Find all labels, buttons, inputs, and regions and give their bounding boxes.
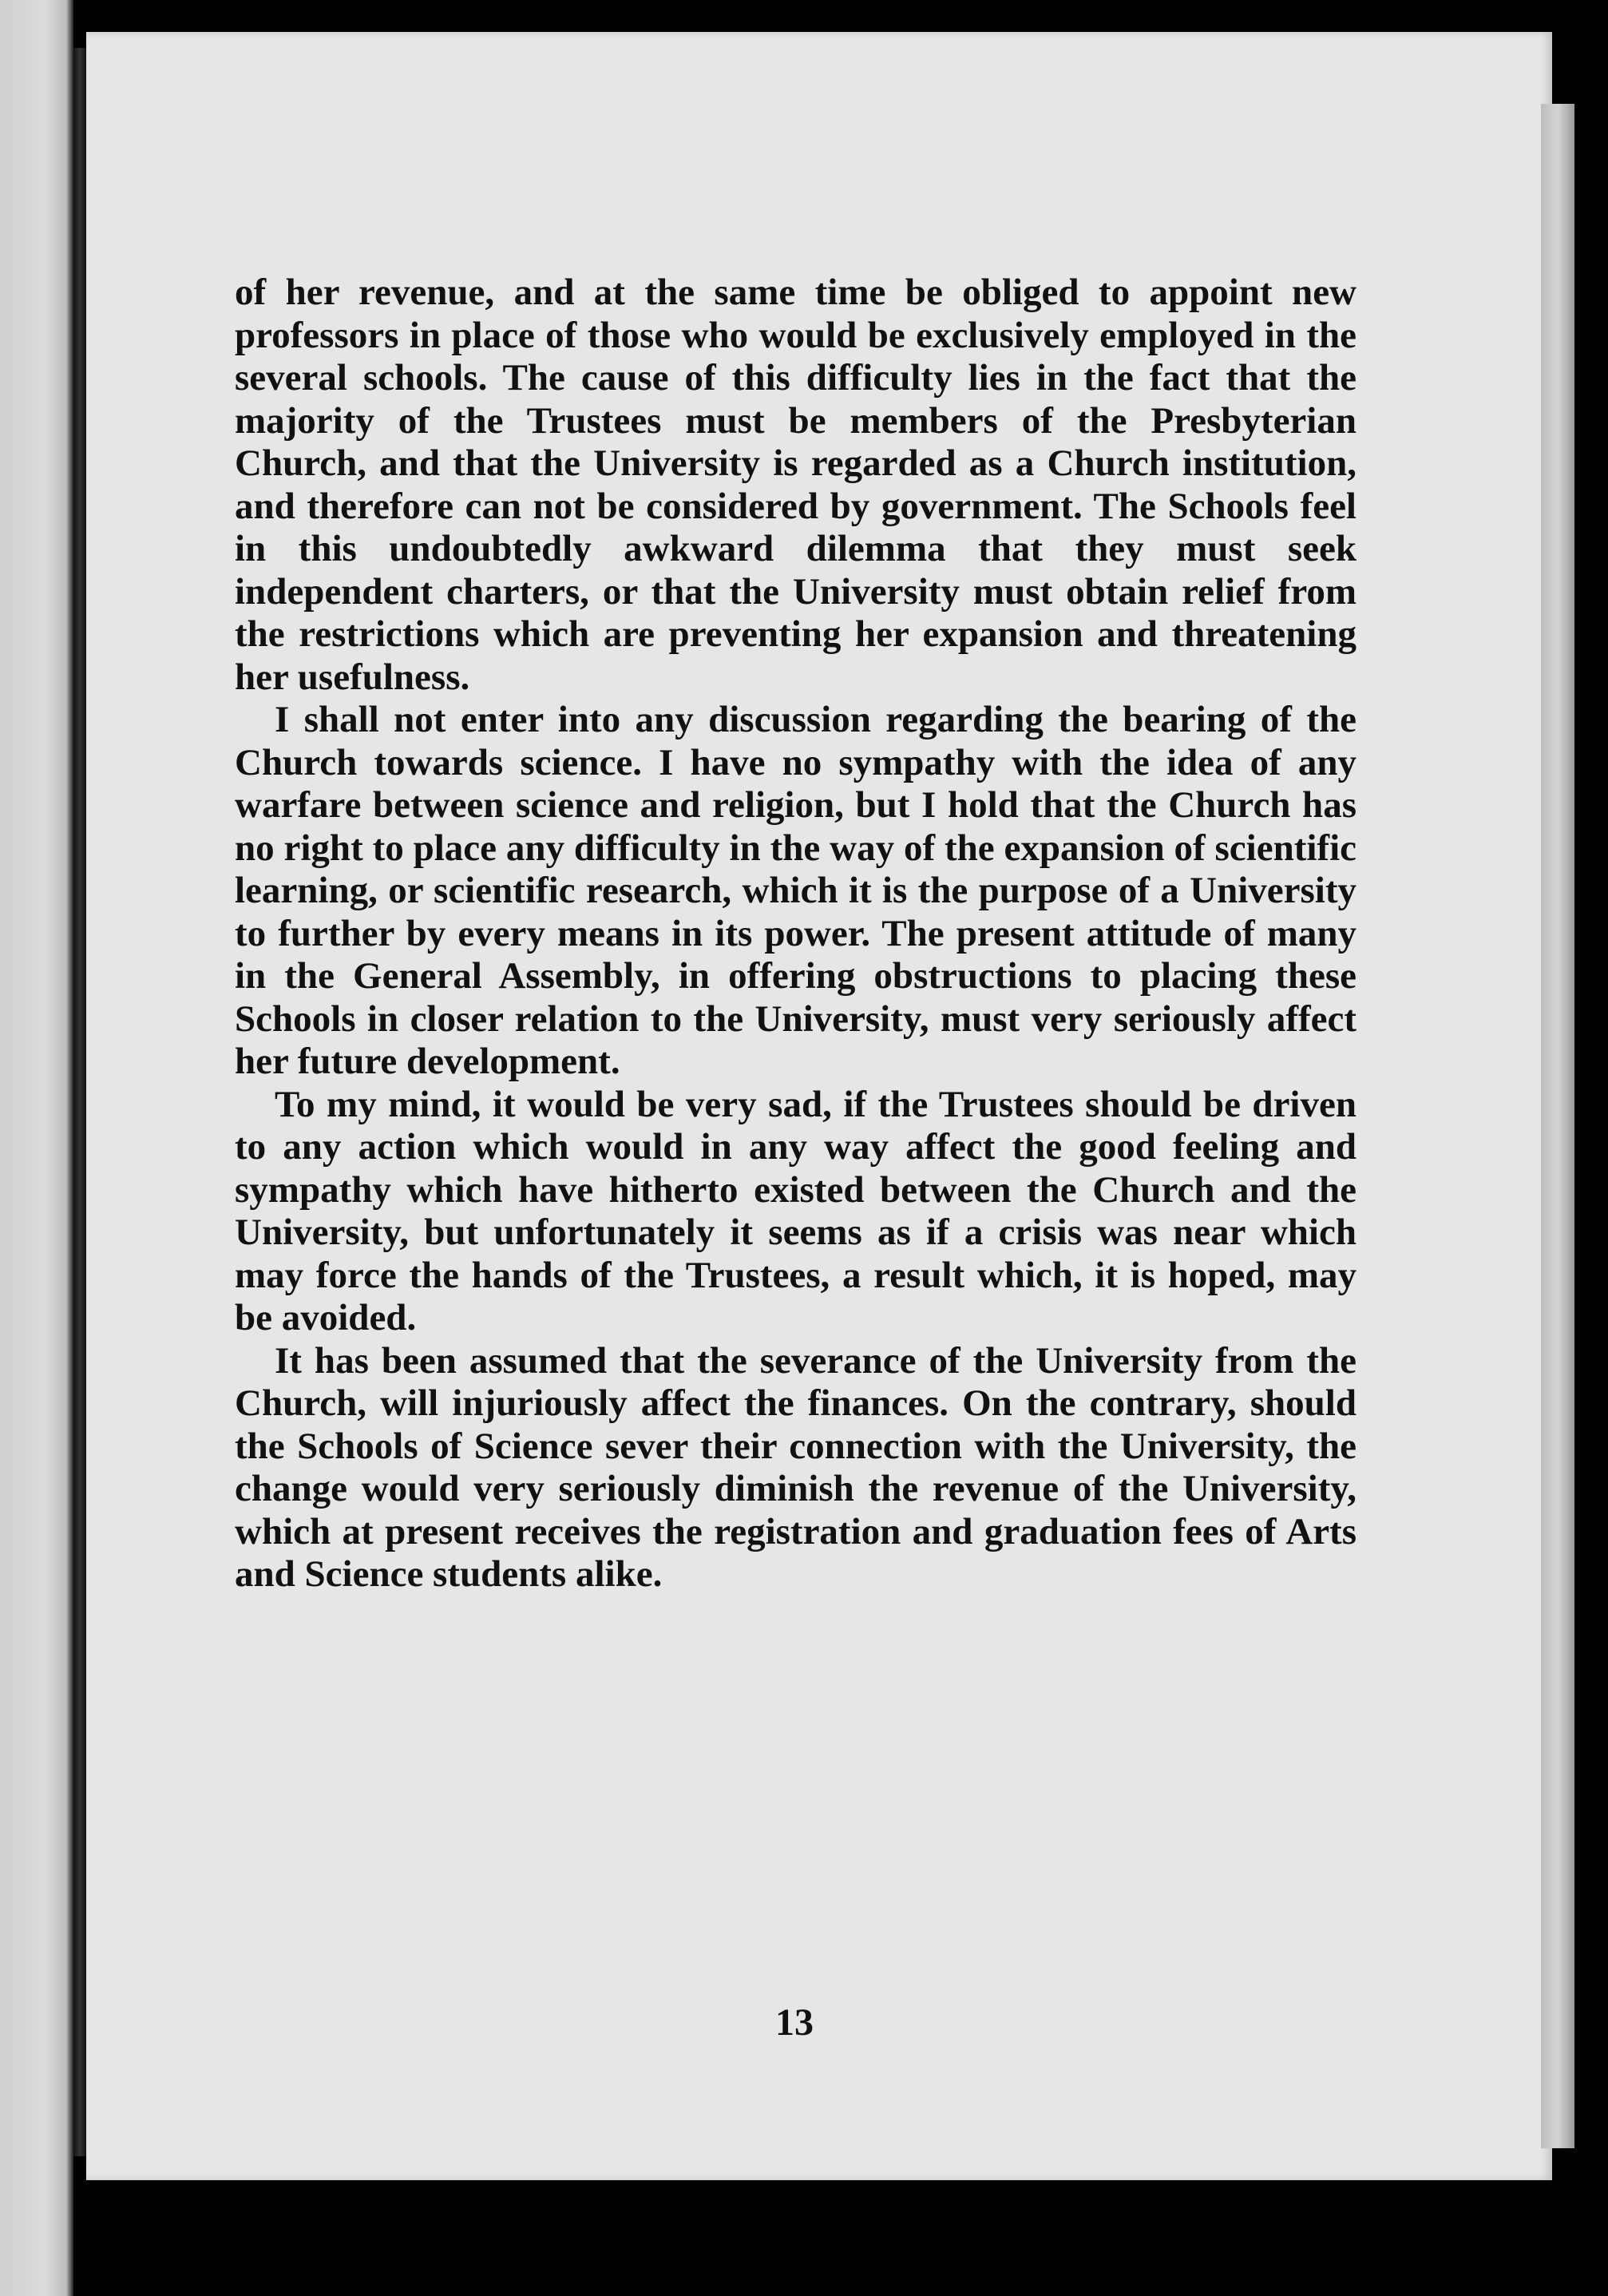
body-text xyxy=(235,272,1357,1596)
facing-page-edge xyxy=(0,0,73,2296)
paragraph-2: I shall not enter into any discussion regarding the bearing of the Church towards science. I have no sympathy with the idea of any warfare between science and religion, but I hold that the Church has no right to place any difficulty in the way of the expansion of scientific learning, or scientific research, which it is the purpose of a University to further by every means in its power. The present attitude of many in the General Assembly, in offering obstructions to placing these Schools in closer relation to the University, must very seriously affect her future development. xyxy=(235,699,1357,1082)
page-number: 13 xyxy=(775,2001,814,2044)
page-right-edge xyxy=(1541,104,1574,2148)
book-gutter xyxy=(73,48,86,2156)
paragraph-1: of her revenue, and at the same time be obliged to appoint new professors in place of those who would be exclusively employed in the several schools. The cause of this difficulty lies in the fact that the majority of the Trustees must be members of the Presbyterian Church, and that the University is regarded as a Church institution, and therefore can not be considered by government. The Schools feel in this undoubtedly awkward dilemma that they must seek independent charters, or that the University must obtain relief from the restrictions which are preventing her expansion and threatening her usefulness. xyxy=(235,272,1357,698)
paragraph-4: It has been assumed that the severance of the University from the Church, will injuriously affect the finances. On the contrary, should the Schools of Science sever their connection with the University, the change would very seriously diminish the revenue of the University, which at present receives the registration and graduation fees of Arts and Science students alike. xyxy=(235,1339,1357,1595)
paragraph-3: To my mind, it would be very sad, if the Trustees should be driven to any action which would in any way affect the good feeling and sympathy which have hitherto existed between the Church and the University, but unfortunately it seems as if a crisis was near which may force the hands of the Trustees, a result which, it is hoped, may be avoided. xyxy=(235,1083,1357,1338)
